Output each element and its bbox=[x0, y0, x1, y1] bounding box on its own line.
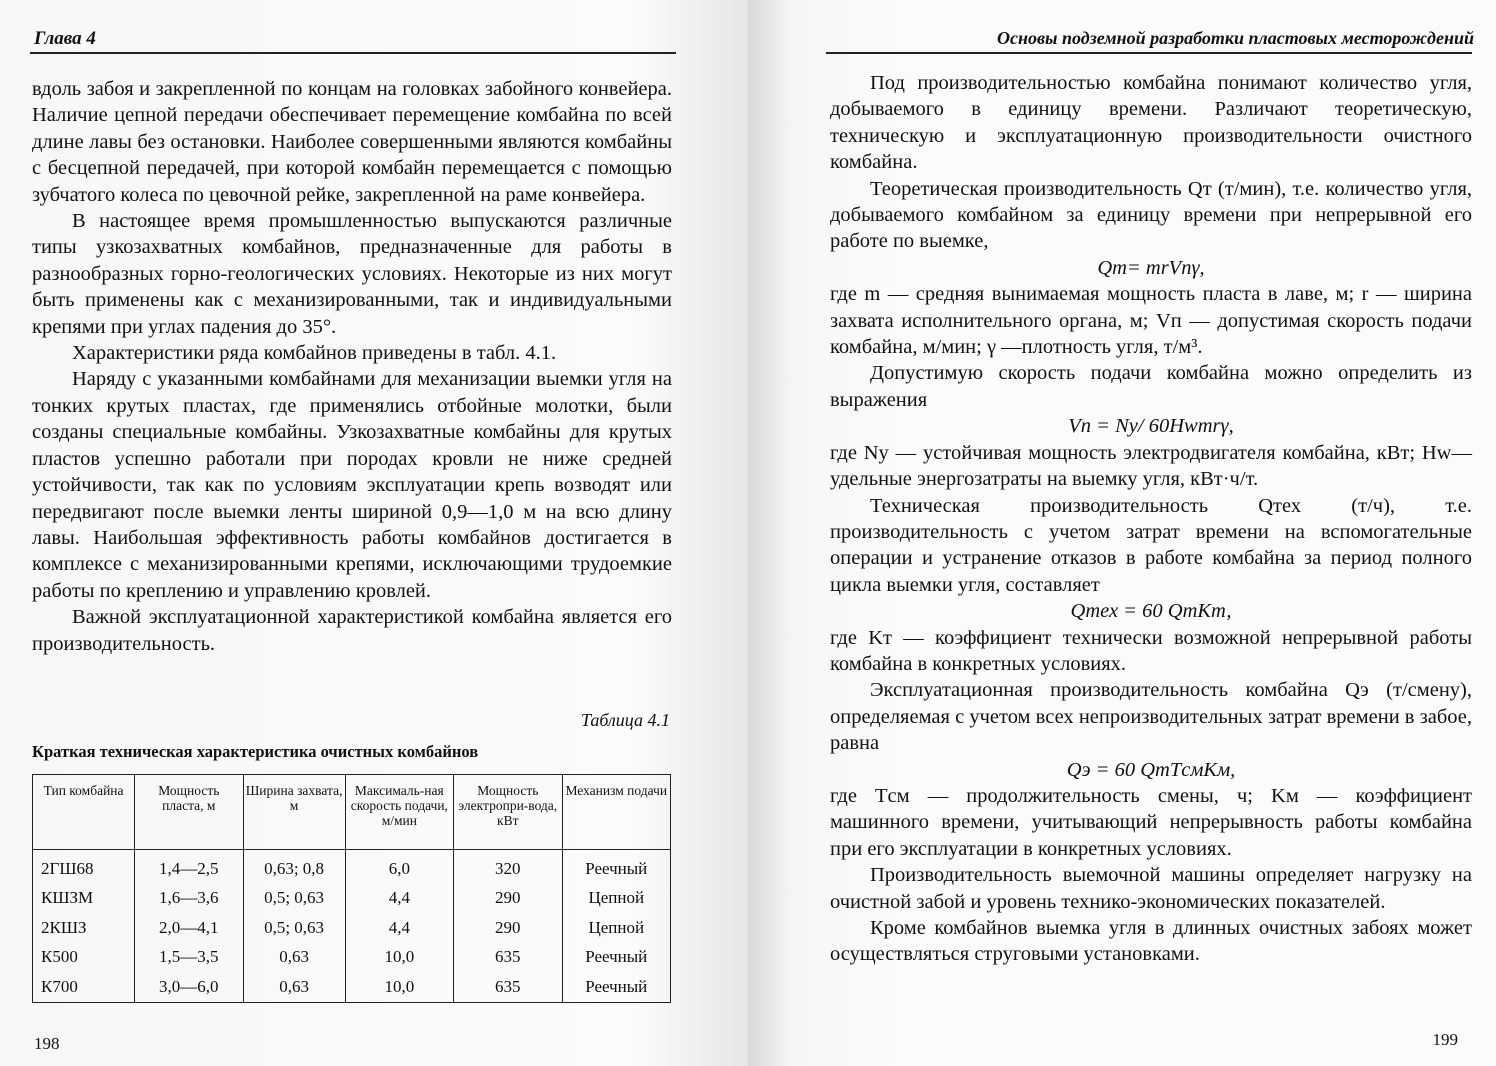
table-row bbox=[33, 850, 671, 884]
paragraph: Характеристики ряда комбайнов приведены в табл. 4.1. bbox=[72, 342, 557, 365]
table-cell: Реечный bbox=[562, 972, 670, 1002]
formula: Qтех = 60 QтKт, bbox=[1070, 600, 1232, 623]
paragraph: Важной эксплуатационной характеристикой комбайна является его производительность. bbox=[32, 606, 672, 655]
body-text bbox=[32, 76, 672, 657]
paragraph: Наряду с указанными комбайнами для механизации выемки угля на тонких крутых пластах, где применялись отбойные молотки, были созданы специальные комбайны. Узкозахватные комбайны для крутых пластов успешно работали при породах кровли не ниже средней устойчивости, так как по условиям эксплуатации крепь возводят или передвигают после выемки ленты шириной 0,9—1,0 м на всю длину лавы. Наибольшая эффективность работы комбайнов достигается в комплексе с механизированными крепями, исключающими трудоемкие работы по креплению и управлению кровлей. bbox=[32, 368, 672, 602]
table-cell: 290 bbox=[454, 884, 562, 914]
page-number: 198 bbox=[34, 1034, 60, 1053]
spec-table bbox=[32, 774, 671, 1003]
table-cell: 2ГШ68 bbox=[33, 850, 135, 884]
table-cell: Реечный bbox=[562, 943, 670, 973]
table-cell: 2КШЗ bbox=[33, 913, 135, 943]
table-cell: 635 bbox=[454, 943, 562, 973]
header-rule bbox=[826, 52, 1472, 54]
table-cell: 0,63; 0,8 bbox=[243, 850, 345, 884]
table-header-cell: Ширина захвата, м bbox=[243, 775, 345, 850]
table-header-cell: Мощность электропри-вода, кВт bbox=[454, 775, 562, 850]
paragraph: Производительность выемочной машины определяет нагрузку на очистной забой и уровень технико-экономических показателей. bbox=[830, 864, 1472, 913]
running-head: Основы подземной разработки пластовых месторождений bbox=[996, 28, 1474, 48]
table-label: Таблица 4.1 bbox=[580, 710, 670, 730]
table-cell: Цепной bbox=[562, 913, 670, 943]
page-number: 199 bbox=[1432, 1030, 1458, 1049]
table-cell: К700 bbox=[33, 972, 135, 1002]
table-cell: Реечный bbox=[562, 850, 670, 884]
paragraph: Эксплуатационная производительность комбайна Qэ (т/смену), определяемая с учетом всех непроизводительных затрат времени в забое, равна bbox=[830, 679, 1472, 755]
table-cell: 0,63 bbox=[243, 972, 345, 1002]
table-cell: 6,0 bbox=[345, 850, 453, 884]
table-cell: К500 bbox=[33, 943, 135, 973]
table-cell: 4,4 bbox=[345, 913, 453, 943]
paragraph: где Kт — коэффициент технически возможной непрерывной работы комбайна в конкретных условиях. bbox=[830, 626, 1472, 675]
table-cell: 10,0 bbox=[345, 943, 453, 973]
table-cell: 10,0 bbox=[345, 972, 453, 1002]
table-header-cell: Максималь-ная скорость подачи, м/мин bbox=[345, 775, 453, 850]
paragraph: где Tсм — продолжительность смены, ч; Kм — коэффициент машинного времени, учитывающий непрерывность работы комбайна при его эксплуатации в конкретных условиях. bbox=[830, 784, 1472, 860]
formula: Qэ = 60 QтTсмKм, bbox=[1066, 758, 1236, 781]
paragraph: где Nу — устойчивая мощность электродвигателя комбайна, кВт; Hw— удельные энергозатраты на выемку угля, кВт·ч/т. bbox=[830, 441, 1472, 491]
table-cell: 1,4—2,5 bbox=[135, 850, 243, 884]
table-header-row bbox=[33, 775, 671, 850]
table-header-cell: Тип комбайна bbox=[33, 775, 135, 850]
paragraph: Под производительностью комбайна понимают количество угля, добываемого в единицу времени. Различают теоретическую, техническую и эксплуатационную производительности очистного комбайна. bbox=[830, 72, 1472, 174]
table-title: Краткая техническая характеристика очистных комбайнов bbox=[32, 742, 479, 761]
paragraph: Техническая производительность Qтех (т/ч), т.е. производительность с учетом затрат времени на вспомогательные операции и устранение отказов в работе комбайна за период полного цикла выемки угля, составляет bbox=[830, 494, 1472, 596]
table-row bbox=[33, 913, 671, 943]
table-header-cell: Механизм подачи bbox=[562, 775, 670, 850]
table-row bbox=[33, 943, 671, 973]
paragraph: В настоящее время промышленностью выпускаются различные типы узкозахватных комбайнов, предназначенные для работы в разнообразных горно-геологических условиях. Некоторые из них могут быть применены как с механизированными, так и индивидуальными крепями при углах падения до 35°. bbox=[32, 210, 672, 338]
table-header-cell: Мощность пласта, м bbox=[135, 775, 243, 850]
table-cell: 4,4 bbox=[345, 884, 453, 914]
table-cell: 0,5; 0,63 bbox=[243, 913, 345, 943]
running-head: Глава 4 bbox=[34, 28, 96, 49]
table-cell: 635 bbox=[454, 972, 562, 1002]
table-cell: 3,0—6,0 bbox=[135, 972, 243, 1002]
paragraph: вдоль забоя и закрепленной по концам на головках забойного конвейера. Наличие цепной передачи обеспечивает перемещение комбайна по всей длине лавы без остановки. Наиболее совершенными являются комбайны с бесцепной передачей, при которой комбайн перемещается с помощью зубчатого колеса по цевочной рейке, закрепленной на раме конвейера. bbox=[32, 78, 672, 206]
table-cell: 320 bbox=[454, 850, 562, 884]
table-cell: Цепной bbox=[562, 884, 670, 914]
table-cell: 2,0—4,1 bbox=[135, 913, 243, 943]
table-cell: 0,63 bbox=[243, 943, 345, 973]
paragraph: Допустимую скорость подачи комбайна можно определить из выражения bbox=[830, 362, 1472, 411]
table-row bbox=[33, 884, 671, 914]
table-cell: КШЗМ bbox=[33, 884, 135, 914]
paragraph: Кроме комбайнов выемка угля в длинных очистных забоях может осуществляться струговыми установками. bbox=[830, 917, 1472, 966]
table-cell: 290 bbox=[454, 913, 562, 943]
header-rule bbox=[30, 52, 676, 54]
table-row bbox=[33, 972, 671, 1002]
paragraph: где m — средняя вынимаемая мощность пласта в лаве, м; r — ширина захвата исполнительного органа, м; Vп — допустимая скорость подачи комбайна, м/мин; γ —плотность угля, т/м³. bbox=[830, 283, 1472, 359]
formula: Qт= mrVпγ, bbox=[1097, 256, 1205, 279]
paragraph: Теоретическая производительность Qт (т/мин), т.е. количество угля, добываемого комбайном за единицу времени при непрерывной его работе по выемке, bbox=[830, 177, 1472, 253]
table-cell: 1,6—3,6 bbox=[135, 884, 243, 914]
table-cell: 1,5—3,5 bbox=[135, 943, 243, 973]
table-cell: 0,5; 0,63 bbox=[243, 884, 345, 914]
body-text bbox=[830, 70, 1472, 968]
right-page bbox=[748, 0, 1496, 1066]
formula: Vп = Nу/ 60Hwmrγ, bbox=[1068, 415, 1234, 438]
